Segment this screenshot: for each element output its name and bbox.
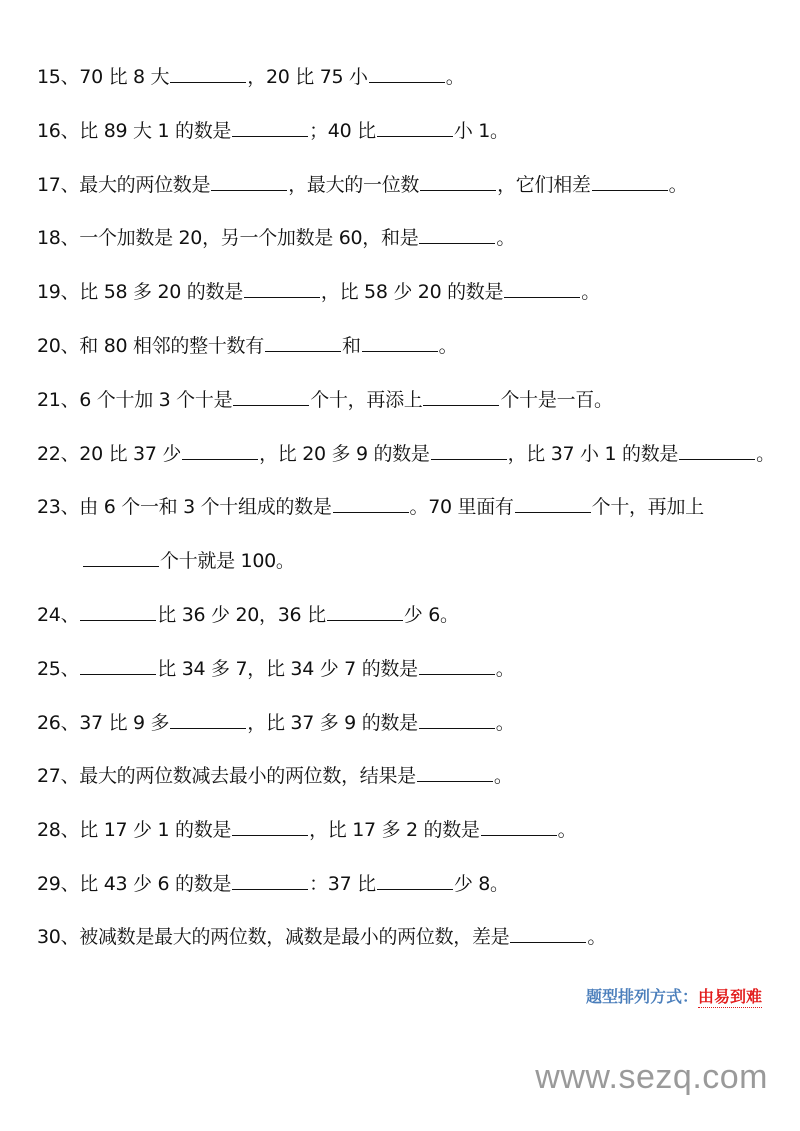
question-17 <box>37 170 687 200</box>
question-text: 比 36 少 20，36 比 <box>157 604 326 626</box>
question-text: 。 <box>557 819 577 841</box>
question-text: 个十，再加上 <box>591 496 704 518</box>
question-text: 。 <box>581 281 600 303</box>
question-16 <box>37 116 509 146</box>
answer-blank[interactable] <box>481 815 557 836</box>
question-text: 。 <box>668 174 688 196</box>
question-text: ，比 20 多 9 的数是 <box>259 443 430 465</box>
answer-blank[interactable] <box>232 815 308 836</box>
arrangement-note <box>586 984 762 1007</box>
answer-blank[interactable] <box>182 439 258 460</box>
question-text: 比 34 多 7，比 34 少 7 的数是 <box>157 658 418 680</box>
question-text: 23、由 6 个一和 3 个十组成的数是 <box>37 496 332 518</box>
question-text: ，20 比 75 小 <box>247 66 368 88</box>
answer-blank[interactable] <box>80 654 156 675</box>
answer-blank[interactable] <box>333 492 409 513</box>
answer-blank[interactable] <box>420 170 496 191</box>
question-text: 26、37 比 9 多 <box>37 712 170 734</box>
answer-blank[interactable] <box>419 708 495 729</box>
answer-blank[interactable] <box>211 170 287 191</box>
question-text: 28、比 17 少 1 的数是 <box>37 819 232 841</box>
question-text: 24、 <box>37 604 80 626</box>
answer-blank[interactable] <box>233 385 309 406</box>
answer-blank[interactable] <box>265 331 341 352</box>
question-22 <box>37 439 775 469</box>
answer-blank[interactable] <box>83 546 159 567</box>
question-23-cont <box>82 546 295 576</box>
question-text: ，比 58 少 20 的数是 <box>320 281 504 303</box>
arrangement-label: 题型排列方式： <box>585 987 698 1006</box>
question-text: ，比 37 多 9 的数是 <box>247 712 418 734</box>
question-text: 。 <box>756 443 775 465</box>
question-text: 少 6。 <box>403 604 459 626</box>
site-watermark: www.sezq.com <box>535 1058 768 1096</box>
question-text: ，最大的一位数 <box>288 174 420 196</box>
question-26 <box>37 708 515 738</box>
question-text: 。 <box>438 335 458 357</box>
question-text: 小 1。 <box>453 120 509 142</box>
question-text: 27、最大的两位数减去最小的两位数，结果是 <box>37 765 416 787</box>
answer-blank[interactable] <box>431 439 507 460</box>
question-text: 。 <box>496 227 516 249</box>
question-text: 个十是一百。 <box>500 389 613 411</box>
question-text: 22、20 比 37 少 <box>37 443 182 465</box>
question-text: 19、比 58 多 20 的数是 <box>37 281 243 303</box>
question-text: 。 <box>495 712 515 734</box>
question-20 <box>37 331 457 361</box>
answer-blank[interactable] <box>327 600 403 621</box>
answer-blank[interactable] <box>515 492 591 513</box>
answer-blank[interactable] <box>377 116 453 137</box>
question-text: 个十就是 100。 <box>160 550 295 572</box>
question-text: 个十，再添上 <box>310 389 423 411</box>
question-text: ；40 比 <box>309 120 376 142</box>
question-text: 。 <box>493 765 513 787</box>
answer-blank[interactable] <box>232 869 308 890</box>
answer-blank[interactable] <box>362 331 438 352</box>
question-18 <box>37 223 515 253</box>
question-19 <box>37 277 600 307</box>
question-23 <box>37 492 704 522</box>
question-text: ，它们相差 <box>497 174 591 196</box>
question-text: 。 <box>445 66 465 88</box>
question-text: 少 8。 <box>453 873 509 895</box>
answer-blank[interactable] <box>419 223 495 244</box>
question-text: ，比 17 多 2 的数是 <box>309 819 480 841</box>
question-text: 20、和 80 相邻的整十数有 <box>37 335 264 357</box>
question-text: 29、比 43 少 6 的数是 <box>37 873 232 895</box>
question-29 <box>37 869 509 899</box>
question-30 <box>37 922 606 952</box>
question-15 <box>37 62 464 92</box>
answer-blank[interactable] <box>244 277 320 298</box>
question-text: 。 <box>495 658 515 680</box>
answer-blank[interactable] <box>80 600 156 621</box>
answer-blank[interactable] <box>592 170 668 191</box>
question-text: 16、比 89 大 1 的数是 <box>37 120 232 142</box>
answer-blank[interactable] <box>419 654 495 675</box>
answer-blank[interactable] <box>504 277 580 298</box>
answer-blank[interactable] <box>377 869 453 890</box>
question-text: 15、70 比 8 大 <box>37 66 170 88</box>
question-27 <box>37 761 513 791</box>
arrangement-value: 由易到难 <box>697 987 762 1006</box>
question-28 <box>37 815 576 845</box>
question-text: 。70 里面有 <box>409 496 514 518</box>
answer-blank[interactable] <box>170 62 246 83</box>
question-text: 30、被减数是最大的两位数，减数是最小的两位数，差是 <box>37 926 510 948</box>
answer-blank[interactable] <box>423 385 499 406</box>
question-text: ，比 37 小 1 的数是 <box>507 443 679 465</box>
question-24 <box>37 600 459 630</box>
question-text: ：37 比 <box>309 873 376 895</box>
question-text: 和 <box>341 335 361 357</box>
question-text: 。 <box>587 926 607 948</box>
question-21 <box>37 385 613 415</box>
answer-blank[interactable] <box>417 761 493 782</box>
question-text: 21、6 个十加 3 个十是 <box>37 389 233 411</box>
question-text: 17、最大的两位数是 <box>37 174 211 196</box>
question-text: 25、 <box>37 658 80 680</box>
question-25 <box>37 654 515 684</box>
answer-blank[interactable] <box>170 708 246 729</box>
question-text: 18、一个加数是 20，另一个加数是 60，和是 <box>37 227 419 249</box>
answer-blank[interactable] <box>232 116 308 137</box>
answer-blank[interactable] <box>510 922 586 943</box>
answer-blank[interactable] <box>369 62 445 83</box>
answer-blank[interactable] <box>679 439 755 460</box>
